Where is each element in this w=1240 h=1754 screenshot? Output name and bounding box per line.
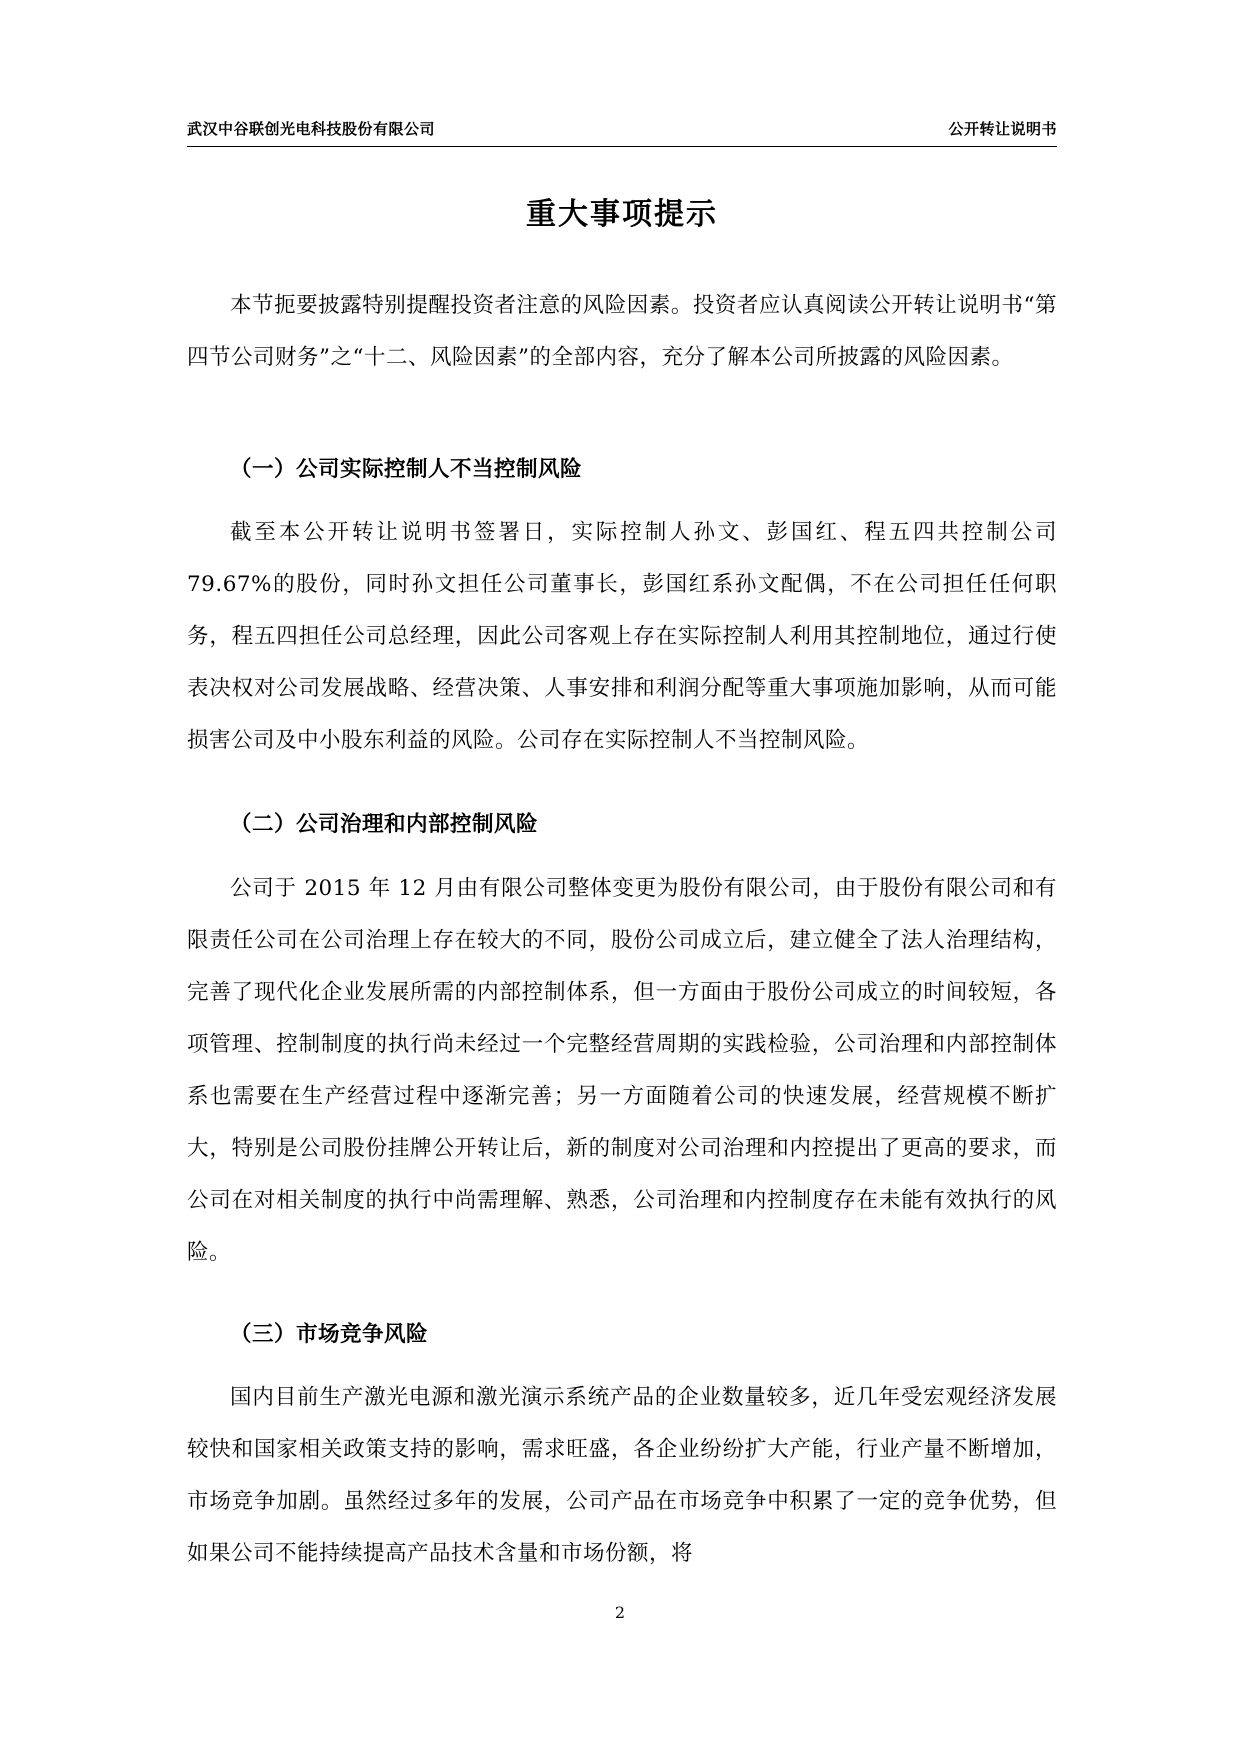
intro-paragraph: 本节扼要披露特别提醒投资者注意的风险因素。投资者应认真阅读公开转让说明书“第四节公司财务”之“十二、风险因素”的全部内容，充分了解本公司所披露的风险因素。 <box>187 293 1057 370</box>
header-document-type: 公开转让说明书 <box>948 120 1057 138</box>
section-heading-governance-risk: （二）公司治理和内部控制风险 <box>230 812 539 837</box>
section-body-control-risk: 截至本公开转让说明书签署日，实际控制人孙文、彭国红、程五四共控制公司 79.67%的股份，同时孙文担任公司董事长，彭国红系孙文配偶，不在公司担任任何职务，程五四担任公司总经理，因此公司客观上存在实际控制人利用其控制地位，通过行使表决权对公司发展战略、经营决策、人事安排和利润分配等重大事项施加影响，从而可能损害公司及中小股东利益的风险。公司存在实际控制人不当控制风险。 <box>187 520 1057 753</box>
header-company-name: 武汉中谷联创光电科技股份有限公司 <box>187 120 436 138</box>
section-heading-competition-risk: （三）市场竞争风险 <box>230 1322 429 1347</box>
page-title: 重大事项提示 <box>526 197 718 232</box>
section-body-competition-risk: 国内目前生产激光电源和激光演示系统产品的企业数量较多，近几年受宏观经济发展较快和国家相关政策支持的影响，需求旺盛，各企业纷纷扩大产能，行业产量不断增加，市场竞争加剧。虽然经过多年的发展，公司产品在市场竞争中积累了一定的竞争优势，但如果公司不能持续提高产品技术含量和市场份额，将 <box>187 1385 1057 1566</box>
section-body-governance-risk: 公司于 2015 年 12 月由有限公司整体变更为股份有限公司，由于股份有限公司和有限责任公司在公司治理上存在较大的不同，股份公司成立后，建立健全了法人治理结构，完善了现代化企业发展所需的内部控制体系，但一方面由于股份公司成立的时间较短，各项管理、控制制度的执行尚未经过一个完整经营周期的实践检验，公司治理和内部控制体系也需要在生产经营过程中逐渐完善；另一方面随着公司的快速发展，经营规模不断扩大，特别是公司股份挂牌公开转让后，新的制度对公司治理和内控提出了更高的要求，而公司在对相关制度的执行中尚需理解、熟悉，公司治理和内控制度存在未能有效执行的风险。 <box>187 876 1057 1265</box>
page-header <box>187 116 1057 147</box>
page-number: 2 <box>614 1603 626 1622</box>
section-heading-control-risk: （一）公司实际控制人不当控制风险 <box>230 457 583 482</box>
